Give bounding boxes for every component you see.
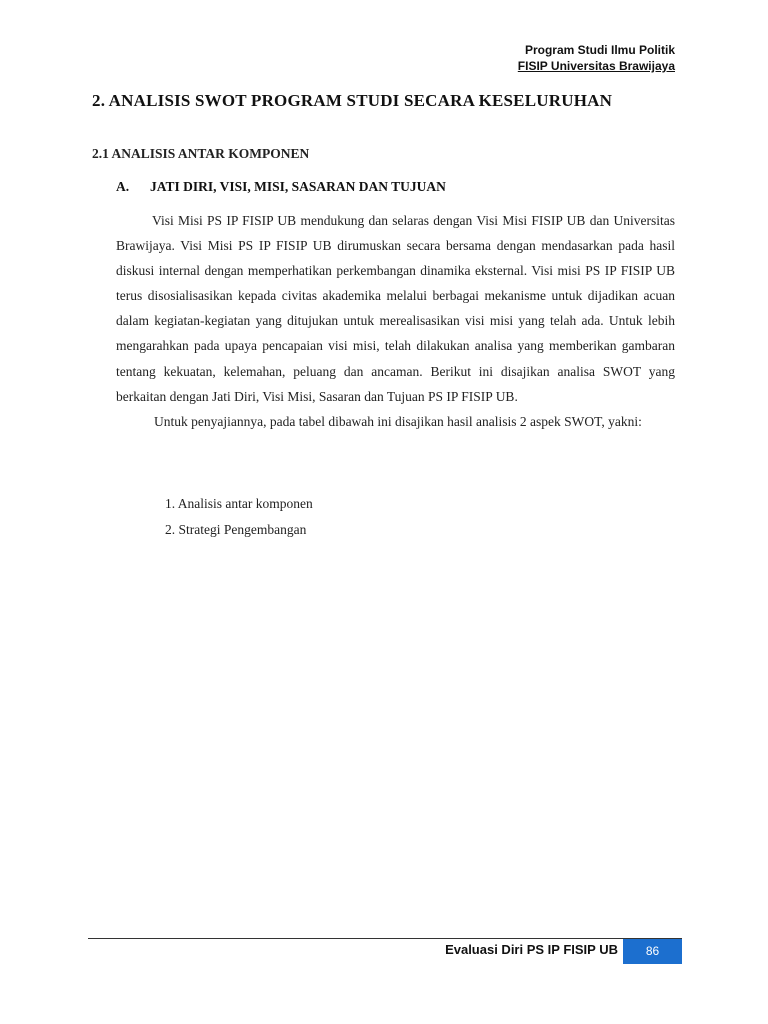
numbered-list — [165, 491, 313, 543]
subsection-title: 2.1 ANALISIS ANTAR KOMPONEN — [92, 146, 310, 161]
list-item: 1. Analisis antar komponen — [165, 496, 313, 511]
section-title: 2. ANALISIS SWOT PROGRAM STUDI SECARA KESELURUHAN — [92, 91, 613, 110]
subheading-number: A. — [116, 179, 130, 194]
footer-document-title: Evaluasi Diri PS IP FISIP UB — [445, 942, 618, 957]
subheading — [116, 179, 446, 195]
subheading-text: JATI DIRI, VISI, MISI, SASARAN DAN TUJUAN — [150, 179, 446, 194]
body-text — [116, 208, 675, 434]
footer-divider — [88, 938, 682, 939]
paragraph: Visi Misi PS IP FISIP UB mendukung dan selaras dengan Visi Misi FISIP UB dan Universitas Brawijaya. Visi Misi PS IP FISIP UB dirumuskan secara bersama dengan mendasarkan pada hasil diskusi internal dengan memperhatikan perkembangan dinamika eksternal. Visi misi PS IP FISIP UB terus disosialisasikan kepada civitas akademika melalui berbagai mekanisme untuk dijadikan acuan dalam kegiatan-kegiatan yang ditujukan untuk merealisasikan visi misi yang telah ada. Untuk lebih mengarahkan pada upaya pencapaian visi misi, telah dilakukan analisa yang memberikan gambaran tentang kekuatan, kelemahan, peluang dan ancaman. Berikut ini disajikan analisa SWOT yang berkaitan dengan Jati Diri, Visi Misi, Sasaran dan Tujuan PS IP FISIP UB. — [116, 213, 675, 404]
running-header — [518, 42, 675, 74]
header-program-name: Program Studi Ilmu Politik — [524, 43, 675, 57]
list-item: 2. Strategi Pengembangan — [165, 522, 307, 537]
header-faculty-name: FISIP Universitas Brawijaya — [517, 59, 675, 73]
page-number-badge: 86 — [623, 939, 682, 964]
paragraph: Untuk penyajiannya, pada tabel dibawah ini disajikan hasil analisis 2 aspek SWOT, yakni: — [154, 413, 642, 429]
